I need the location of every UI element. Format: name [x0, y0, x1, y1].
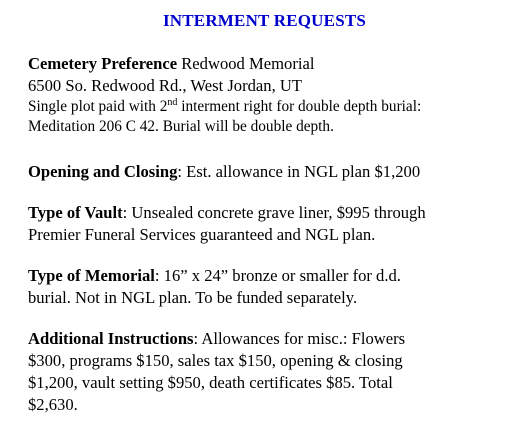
memorial-line1	[28, 265, 523, 287]
plot-note-text-start: Single plot paid with 2	[28, 98, 168, 115]
cemetery-preference-section	[28, 53, 523, 137]
vault-text-line1: : Unsealed concrete grave liner, $995 through	[122, 203, 426, 222]
instructions-text-line3: $1,200, vault setting $950, death certificates $85. Total	[28, 373, 393, 392]
opening-closing-label: Opening and Closing	[28, 162, 178, 181]
instructions-label: Additional Instructions	[28, 329, 194, 348]
plot-note-superscript: nd	[167, 97, 178, 108]
instructions-line1	[28, 328, 523, 350]
instructions-text-line1: : Allowances for misc.: Flowers	[193, 329, 406, 348]
cemetery-address: 6500 So. Redwood Rd., West Jordan, UT	[28, 76, 302, 95]
memorial-text-line1: : 16” x 24” bronze or smaller for d.d.	[154, 266, 401, 285]
plot-note-line2: Meditation 206 C 42. Burial will be double depth.	[28, 118, 334, 135]
page-title: INTERMENT REQUESTS	[162, 11, 367, 30]
cemetery-name: Redwood Memorial	[177, 54, 315, 73]
instructions-text-line2: $300, programs $150, sales tax $150, opening & closing	[28, 351, 403, 370]
vault-label: Type of Vault	[28, 203, 123, 222]
vault-text-line2: Premier Funeral Services guaranteed and NGL plan.	[28, 225, 376, 244]
opening-closing-section	[28, 161, 523, 183]
plot-note-text-end: interment right for double depth burial:	[177, 98, 422, 115]
additional-instructions-section	[28, 328, 523, 416]
vault-line1	[28, 202, 523, 224]
memorial-text-line2: burial. Not in NGL plan. To be funded separately.	[28, 288, 358, 307]
opening-closing-text: : Est. allowance in NGL plan $1,200	[177, 162, 421, 181]
instructions-text-line4: $2,630.	[28, 395, 78, 414]
memorial-label: Type of Memorial	[28, 266, 155, 285]
cemetery-preference-line	[28, 53, 523, 75]
plot-note-line1	[28, 97, 523, 117]
opening-closing-line	[28, 161, 523, 183]
vault-section	[28, 202, 523, 246]
cemetery-preference-label: Cemetery Preference	[28, 54, 178, 73]
memorial-section	[28, 265, 523, 309]
